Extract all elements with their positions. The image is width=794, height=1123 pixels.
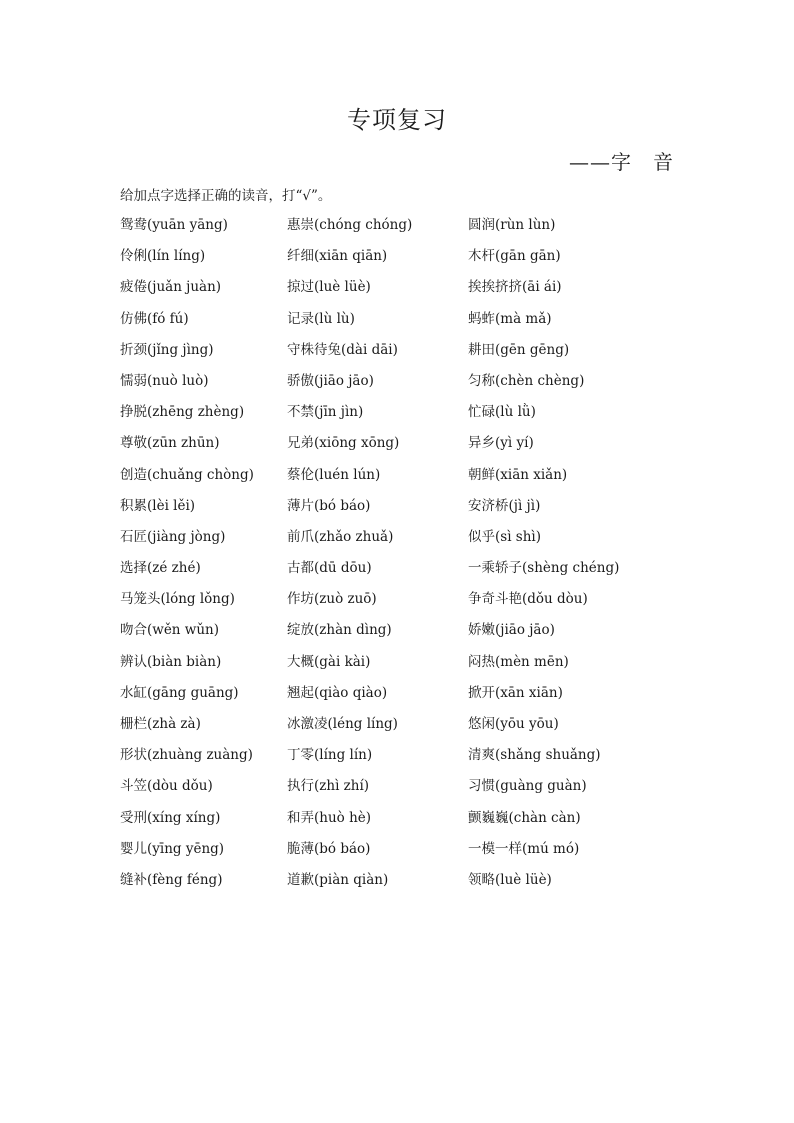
word-item: 大概(gài kài) — [287, 653, 371, 670]
word-item: 鸳鸯(yuān yāng) — [120, 217, 228, 233]
word-item: 蚂蚱(mà mǎ) — [468, 310, 552, 327]
word-item: 婴儿(yīng yēng) — [120, 840, 225, 857]
word-item: 蔡伦(luén lún) — [287, 466, 381, 483]
word-item: 异乡(yì yí) — [468, 435, 534, 452]
word-item: 木杆(gān gān) — [468, 248, 561, 265]
word-item: 颤巍巍(chàn càn) — [468, 809, 581, 826]
word-row — [120, 713, 680, 744]
word-item: 似乎(sì shì) — [468, 528, 542, 545]
word-item: 仿佛(fó fú) — [120, 310, 189, 327]
word-item: 受刑(xíng xíng) — [120, 809, 221, 826]
word-item: 安济桥(jì jì) — [468, 497, 541, 514]
word-item: 脆薄(bó báo) — [287, 840, 371, 857]
word-item: 水缸(gāng guāng) — [120, 684, 239, 701]
word-item: 道歉(piàn qiàn) — [287, 871, 389, 888]
word-item: 纤细(xiān qiān) — [287, 248, 388, 265]
word-item: 争奇斗艳(dǒu dòu) — [468, 591, 588, 608]
word-item: 领略(luè lüè) — [468, 871, 552, 888]
word-item: 匀称(chèn chèng) — [468, 372, 585, 389]
word-item: 执行(zhì zhí) — [287, 778, 370, 795]
instruction-text: 给加点字选择正确的读音，打“√”。 — [120, 188, 332, 204]
word-item: 古都(dū dōu) — [287, 560, 372, 577]
word-row — [120, 869, 680, 900]
word-item: 吻合(wěn wǔn) — [120, 622, 220, 639]
word-item: 前爪(zhǎo zhuǎ) — [287, 528, 394, 545]
word-grid — [120, 214, 680, 900]
word-item: 不禁(jīn jìn) — [287, 404, 364, 421]
word-row — [120, 276, 680, 307]
word-item: 挨挨挤挤(āi ái) — [468, 279, 562, 296]
word-row — [120, 401, 680, 432]
word-item: 挣脱(zhēng zhèng) — [120, 404, 245, 421]
word-item: 惠崇(chóng chóng) — [287, 217, 413, 233]
word-row — [120, 464, 680, 495]
word-item: 积累(lèi lěi) — [120, 497, 196, 514]
word-item: 丁零(líng lín) — [287, 747, 373, 764]
word-item: 和弄(huò hè) — [287, 809, 372, 826]
word-item: 耕田(gēn gēng) — [468, 341, 570, 358]
word-row — [120, 495, 680, 526]
word-item: 懦弱(nuò luò) — [120, 372, 209, 389]
word-item: 选择(zé zhé) — [120, 560, 201, 577]
word-row — [120, 557, 680, 588]
word-row — [120, 651, 680, 682]
word-item: 闷热(mèn mēn) — [468, 653, 569, 670]
word-item: 栅栏(zhà zà) — [120, 716, 201, 732]
word-item: 尊敬(zūn zhūn) — [120, 435, 220, 452]
word-row — [120, 432, 680, 463]
word-row — [120, 214, 680, 245]
word-item: 一模一样(mú mó) — [468, 840, 580, 857]
word-item: 薄片(bó báo) — [287, 497, 371, 514]
word-item: 伶俐(lín líng) — [120, 248, 206, 265]
word-item: 掀开(xān xiān) — [468, 684, 563, 701]
word-item: 马笼头(lóng lǒng) — [120, 591, 235, 608]
word-item: 悠闲(yōu yōu) — [468, 716, 559, 732]
word-row — [120, 588, 680, 619]
page-subtitle: ——字 音 — [569, 150, 674, 174]
word-item: 创造(chuǎng chòng) — [120, 466, 254, 483]
word-item: 守株待兔(dài dāi) — [287, 341, 398, 358]
word-item: 一乘轿子(shèng chéng) — [468, 560, 620, 577]
word-item: 骄傲(jiāo jāo) — [287, 372, 374, 389]
word-row — [120, 339, 680, 370]
word-item: 疲倦(juǎn juàn) — [120, 279, 222, 296]
word-item: 形状(zhuàng zuàng) — [120, 747, 253, 764]
word-item: 忙碌(lù lǜ) — [468, 404, 536, 421]
word-item: 斗笠(dòu dǒu) — [120, 778, 213, 795]
page-title: 专项复习 — [347, 106, 447, 134]
word-item: 折颈(jǐng jìng) — [120, 341, 214, 358]
word-row — [120, 682, 680, 713]
word-row — [120, 526, 680, 557]
word-row — [120, 308, 680, 339]
word-item: 朝鲜(xiān xiǎn) — [468, 466, 568, 483]
word-item: 掠过(luè lüè) — [287, 279, 371, 296]
word-item: 辨认(biàn biàn) — [120, 653, 222, 670]
word-item: 缝补(fèng féng) — [120, 871, 223, 888]
word-row — [120, 775, 680, 806]
word-row — [120, 838, 680, 869]
word-row — [120, 245, 680, 276]
word-item: 圆润(rùn lùn) — [468, 217, 556, 233]
word-item: 记录(lù lù) — [287, 310, 355, 327]
word-item: 娇嫩(jiāo jāo) — [468, 622, 555, 639]
word-item: 作坊(zuò zuō) — [287, 591, 377, 608]
word-item: 翘起(qiào qiào) — [287, 684, 388, 701]
word-row — [120, 807, 680, 838]
word-item: 清爽(shǎng shuǎng) — [468, 747, 601, 764]
word-item: 兄弟(xiōng xōng) — [287, 435, 400, 452]
word-item: 习惯(guàng guàn) — [468, 778, 587, 795]
word-item: 冰激凌(léng líng) — [287, 716, 398, 732]
word-row — [120, 619, 680, 650]
word-item: 石匠(jiàng jòng) — [120, 528, 226, 545]
word-row — [120, 744, 680, 775]
word-row — [120, 370, 680, 401]
word-item: 绽放(zhàn dìng) — [287, 622, 392, 639]
